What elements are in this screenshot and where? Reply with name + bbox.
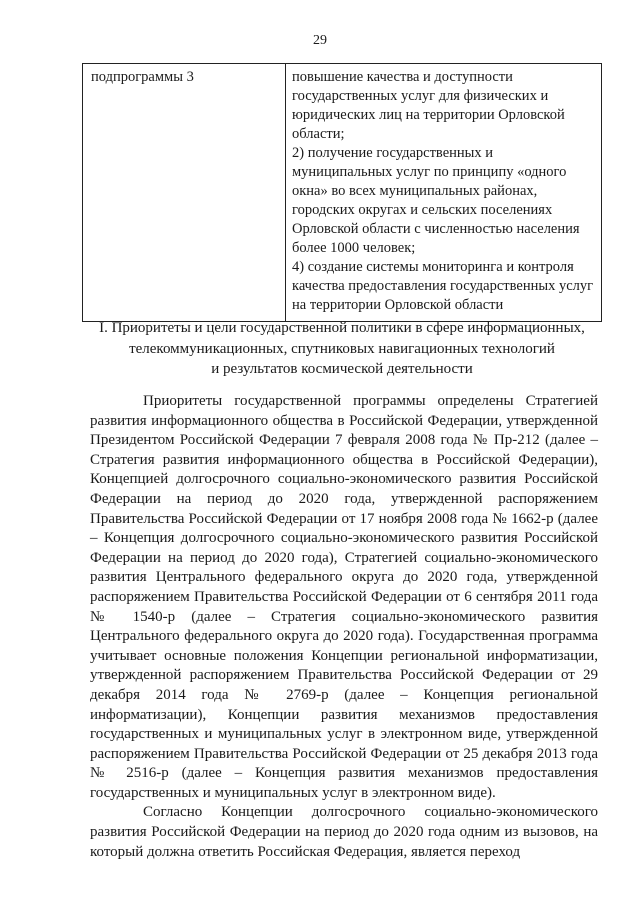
section-heading-line: I. Приоритеты и цели государственной политики в сфере информационных, xyxy=(99,320,585,336)
table-row xyxy=(83,64,602,322)
table-value-line: 4) создание системы мониторинга и контроля качества предоставления государственных услуг на территории Орловской области xyxy=(292,259,594,313)
subprogram-table xyxy=(82,63,602,322)
body-paragraph: Приоритеты государственной программы определены Стратегией развития информационного общества в Российской Федерации, утвержденной Президентом Российской Федерации 7 февраля 2008 года № Пр-212 (далее – Стратегия развития информационного общества в Российской Федерации), Концепцией долгосрочного социально-экономического развития Российской Федерации на период до 2020 года, утвержденной распоряжением Правительства Российской Федерации от 17 ноября 2008 года № 1662-р (далее – Концепция долгосрочного социально-экономического развития Российской Федерации на период до 2020 года), Стратегией социально-экономического развития Центрального федерального округа до 2020 года, утвержденной распоряжением Правительства Российской Федерации от 6 сентября 2011 года № 1540-р (далее – Стратегия социально-экономического развития Центрального федерального округа до 2020 года). Государственная программа учитывает основные положения Концепции региональной информатизации, утвержденной распоряжением Правительства Российской Федерации от 29 декабря 2014 года № 2769-р (далее – Концепция региональной информатизации), Концепции развития механизмов предоставления государственных и муниципальных услуг в электронном виде, утвержденной распоряжением Правительства Российской Федерации от 25 декабря 2013 года № 2516-р (далее – Концепция развития механизмов предоставления государственных и муниципальных услуг в электронном виде). xyxy=(90,393,598,801)
table-value-cell xyxy=(286,64,602,322)
section-heading xyxy=(82,318,602,380)
table-value-line: повышение качества и доступности государственных услуг для физических и юридических лиц на территории Орловской области; xyxy=(292,69,565,142)
table-label-cell: подпрограммы 3 xyxy=(83,64,286,322)
page-number: 29 xyxy=(313,33,327,48)
body-text xyxy=(90,392,598,862)
table-value-line: 2) получение государственных и муниципальных услуг по принципу «одного окна» во всех муниципальных районах, городских округах и сельских поселениях Орловской области с численностью населения более 1000 человек; xyxy=(292,145,580,256)
body-paragraph: Согласно Концепции долгосрочного социально-экономического развития Российской Федерации на период до 2020 года одним из вызовов, на который должна ответить Российская Федерация, является переход xyxy=(90,804,598,860)
section-heading-line: телекоммуникационных, спутниковых навигационных технологий xyxy=(129,340,555,357)
section-heading-line: и результатов космической деятельности xyxy=(211,361,473,377)
